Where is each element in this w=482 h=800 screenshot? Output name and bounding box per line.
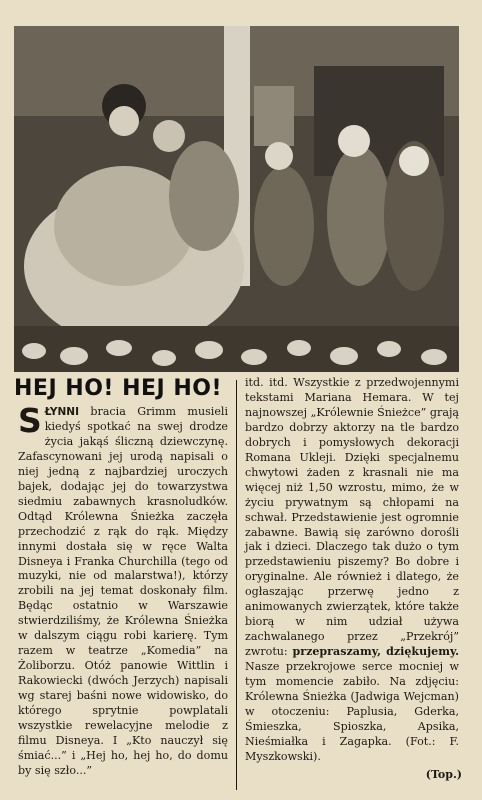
right-column-bold-phrase: przepraszamy, dziękujemy. <box>292 645 459 659</box>
lead-word: ŁYNNI <box>44 406 79 418</box>
stage-scene-image <box>14 26 459 372</box>
article-headline: HEJ HO! HEJ HO! <box>14 376 223 401</box>
author-credit: (Top.) <box>425 768 462 781</box>
column-divider <box>236 380 237 790</box>
drop-cap: S <box>18 401 42 440</box>
left-column-text: bracia Grimm musieli kiedyś spotkać na swej drodze życia jakąś śliczną dziewczynę. Zafascynowani jej urodą napisali o niej jedną z najbardziej uroczych bajek, dodając jej do towarzystwa siedmiu zabawnych krasnoludków. Odtąd Królewna Śnieżka zaczęła przechodzić z rąk do rąk. Między innymi dostała się w ręce Walta Disneya i Franka Churchilla (tego od muzyki, nie od malarstwa!), którzy zrobili na jej temat doskonały film. Będąc ostatnio w Warszawie stwierdziliśmy, że Królewna Śnieżka w dalszym ciągu robi karierę. Tym razem w teatrze „Komedia” na Żoliborzu. Otóż panowie Wittlin i Rakowiecki (dwóch Jerzych) napisali wg starej baśni nowe widowisko, do którego sprytnie powplatali wszystkie rewelacyjne melodie z filmu Disneya. I „Kto nauczył się śmiać...” i „Hej ho, hej ho, do domu by się szło...” <box>18 405 228 777</box>
article-column-left <box>18 401 228 779</box>
right-column-text-1: itd. itd. Wszystkie z przedwojennymi tekstami Mariana Hemara. W tej najnowszej „Królewnie Śnieżce” grają bardzo dobrzy aktorzy na tle bardzo dobrych i pomysłowych dekoracji Romana Ukleji. Dzięki specjalnemu chwytowi żaden z krasnali nie ma więcej niż 1,50 wzrostu, mimo, że w życiu prywatnym są chłopami na schwał. Przedstawienie jest ogromnie zabawne. Bawią się zarówno dorośli jak i dzieci. Dlaczego tak dużo o tym przedstawieniu piszemy? Bo dobre i oryginalne. Ale również i dlatego, że ogłaszając przerwę jedno z animowanych zwierzątek, które także biorą w nim udział używa zachwalanego przez „Przekrój” zwrotu: <box>245 376 459 659</box>
stage-photo <box>14 26 459 372</box>
right-column-text-2: Nasze przekrojowe serce mocniej w tym momencie zabiło. Na zdjęciu: Królewna Śnieżka (Jadwiga Wejcman) w otoczeniu: Paplusia, Gderka, Śmieszka, Spioszka, Apsika, Nieśmiałka i Zagapka. (Fot.: F. Myszkowski). <box>245 660 459 763</box>
article-column-right <box>245 376 459 765</box>
